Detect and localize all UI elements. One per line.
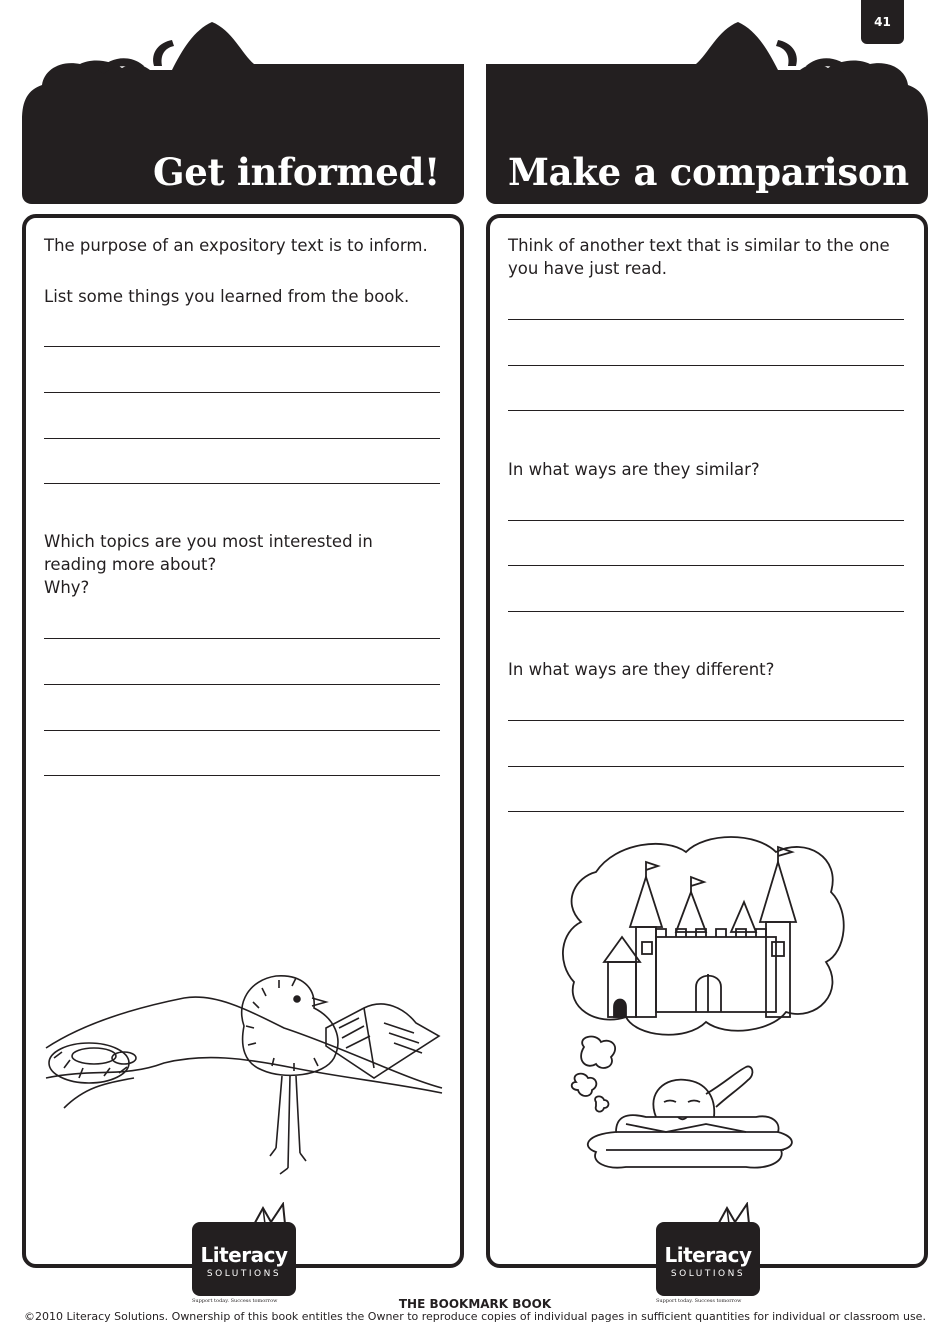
writing-line[interactable] (508, 319, 904, 320)
right-title: Make a comparison (508, 150, 909, 194)
writing-line[interactable] (44, 730, 440, 731)
footer-book-title: THE BOOKMARK BOOK (398, 1297, 552, 1311)
writing-line[interactable] (508, 565, 904, 566)
right-header (486, 0, 928, 206)
logo-word: Literacy (664, 1243, 752, 1267)
logo-subtitle: SOLUTIONS (206, 1269, 282, 1279)
logo-word: Literacy (200, 1243, 288, 1267)
writing-line[interactable] (508, 720, 904, 721)
logo-tagline: Support today. Success tomorrow (656, 1298, 742, 1304)
right-prompt-3: In what ways are they different? (508, 660, 775, 679)
writing-line[interactable] (44, 346, 440, 347)
left-header (22, 0, 464, 206)
right-prompt-2: In what ways are they similar? (508, 460, 760, 479)
right-prompt-1: Think of another text that is similar to the one you have just read. (508, 236, 890, 278)
writing-line[interactable] (508, 766, 904, 767)
right-bookmark-panel (486, 214, 928, 1304)
left-title: Get informed! (152, 150, 440, 194)
left-prompt-3: Which topics are you most interested in reading more about? (44, 532, 373, 574)
writing-line[interactable] (44, 638, 440, 639)
writing-line[interactable] (44, 684, 440, 685)
left-prompt-4: Why? (44, 578, 90, 597)
left-prompt-2: List some things you learned from the book. (44, 287, 410, 306)
writing-line[interactable] (44, 392, 440, 393)
logo-subtitle: SOLUTIONS (670, 1269, 746, 1279)
literacy-solutions-logo (192, 1202, 298, 1312)
literacy-solutions-logo (656, 1202, 762, 1312)
writing-line[interactable] (508, 811, 904, 812)
left-prompt-1: The purpose of an expository text is to inform. (44, 236, 428, 255)
writing-line[interactable] (508, 410, 904, 411)
dreaming-child-illustration (556, 832, 846, 1182)
writing-line[interactable] (508, 365, 904, 366)
writing-line[interactable] (44, 483, 440, 484)
writing-line[interactable] (508, 520, 904, 521)
page-number: 41 (861, 0, 904, 44)
logo-tagline: Support today. Success tomorrow (192, 1298, 278, 1304)
left-bookmark-panel (22, 214, 464, 1304)
writing-line[interactable] (508, 611, 904, 612)
writing-line[interactable] (44, 775, 440, 776)
bird-nest-book-illustration (44, 968, 444, 1183)
writing-line[interactable] (44, 438, 440, 439)
footer-copyright: ©2010 Literacy Solutions. Ownership of this book entitles the Owner to reproduce copies of individual pages in sufficient quantities for individual or classroom use. (24, 1310, 926, 1323)
